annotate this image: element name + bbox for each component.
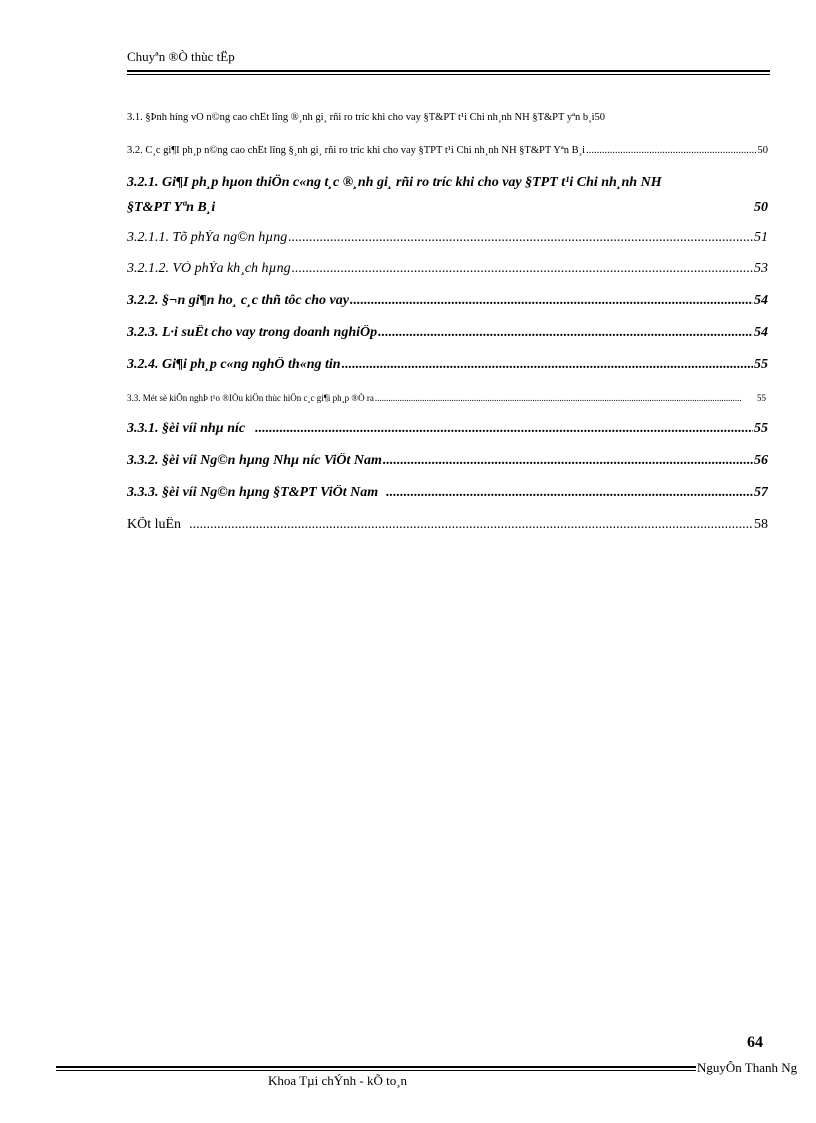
toc-entry-3-3[interactable] [127, 393, 768, 403]
toc-entry-3-1[interactable] [127, 112, 768, 123]
toc-entry-3-3-3[interactable] [127, 485, 768, 501]
toc-entry-page: 58 [754, 517, 768, 532]
toc-entry-3-2-1[interactable] [127, 170, 768, 220]
toc-leader-dots [378, 325, 753, 341]
toc-entry-page: 55 [754, 421, 768, 436]
toc-leader-dots [350, 293, 753, 309]
footer-rule-thin [56, 1070, 696, 1071]
toc-entry-3-2-4[interactable] [127, 357, 768, 373]
toc-entry-page: 54 [754, 293, 768, 308]
toc-entry-text: 3.2.4. Gi¶i ph¸p c«ng nghÖ th«ng tin [127, 357, 341, 372]
toc-entry-3-3-1[interactable] [127, 421, 768, 437]
footer-author: NguyÔn Thanh Ng [697, 1060, 798, 1075]
page-number: 64 [747, 1034, 763, 1051]
toc-entry-page: 51 [754, 230, 768, 245]
header-title: Chuyªn ®Ò thùc tËp [127, 49, 235, 64]
toc-entry-page: 57 [754, 485, 768, 500]
toc-entry-page: 54 [754, 325, 768, 340]
toc-entry-text-line1: 3.2.1. Gi¶I ph¸p hµon thiÖn c«ng t¸c ®¸nh gi¸ rñi ro tríc khi cho vay §TPT t¹i Chi nh¸nh NH [127, 175, 662, 190]
toc-entry-text: KÕt luËn [127, 517, 182, 532]
toc-entry-text: 3.1. §Þnh híng vÒ n©ng cao chÊt lîng ®¸nh gi¸ rñi ro tríc khi cho vay §T&PT t¹i Chi nh¸nh NH §T&PT yªn b¸i [127, 112, 595, 123]
toc-entry-text-line2: §T&PT Yªn B¸i [127, 200, 216, 215]
toc-leader-dots [292, 261, 753, 277]
toc-entry-3-2-2[interactable] [127, 293, 768, 309]
toc-entry-page: 53 [754, 261, 768, 276]
toc-leader-dots [383, 453, 753, 469]
toc-leader-dots [189, 517, 753, 533]
toc-leader-dots [255, 421, 753, 437]
toc-entry-text: 3.3.3. §èi víi Ng©n hµng §T&PT ViÖt Nam [127, 485, 379, 500]
header-rule [127, 70, 770, 72]
toc-entry-text: 3.2. C¸c gi¶I ph¸p n©ng cao chÊt lîng §¸nh gi¸ rñi ro tríc khi cho vay §TPT t¹i Chi nh¸nh NH §T&PT Yªn B¸i [127, 145, 586, 156]
toc-entry-page: 50 [757, 145, 768, 156]
toc-entry-page: 50 [594, 112, 606, 123]
toc-entry-3-2[interactable] [127, 145, 768, 156]
footer-faculty: Khoa Tµi chÝnh - kÕ to¸n [268, 1073, 408, 1088]
toc-entry-page: 56 [754, 453, 768, 468]
toc-leader-dots [386, 485, 753, 501]
toc-leader-dots [375, 393, 741, 403]
toc-entry-text: 3.3. Mét sè kiÕn nghÞ t¹o ®IÒu kiÖn thùc hiÖn c¸c gi¶i ph¸p ®Ò ra [127, 393, 374, 403]
toc-entry-text: 3.2.1.2. VÒ phÝa kh¸ch hµng [127, 261, 291, 276]
toc-leader-dots [288, 230, 753, 246]
toc-entry-text: 3.3.2. §èi víi Ng©n hµng Nhµ níc ViÖt Nam [127, 453, 382, 468]
toc-entry-page: 55 [754, 357, 768, 372]
toc-entry-page: 55 [757, 393, 766, 403]
footer-rule [56, 1066, 696, 1068]
toc-entry-text: 3.3.1. §èi víi nhµ níc [127, 421, 246, 436]
header-rule-thin [127, 74, 770, 75]
toc-entry-text: 3.2.3. L·i suÊt cho vay trong doanh nghiÖp [127, 325, 378, 340]
toc-entry-3-2-1-1[interactable] [127, 230, 768, 246]
toc-entry-3-3-2[interactable] [127, 453, 768, 469]
toc-entry-3-2-1-2[interactable] [127, 261, 768, 277]
toc-entry-text: 3.2.1.1. Tõ phÝa ng©n hµng [127, 230, 288, 245]
toc-entry-text: 3.2.2. §¬n gi¶n ho¸ c¸c thñ tôc cho vay [127, 293, 349, 308]
toc-entry-conclusion[interactable] [127, 517, 768, 533]
toc-leader-dots [586, 145, 756, 156]
toc-entry-page: 50 [754, 200, 768, 215]
toc-leader-dots [342, 357, 753, 373]
toc-entry-3-2-3[interactable] [127, 325, 768, 341]
